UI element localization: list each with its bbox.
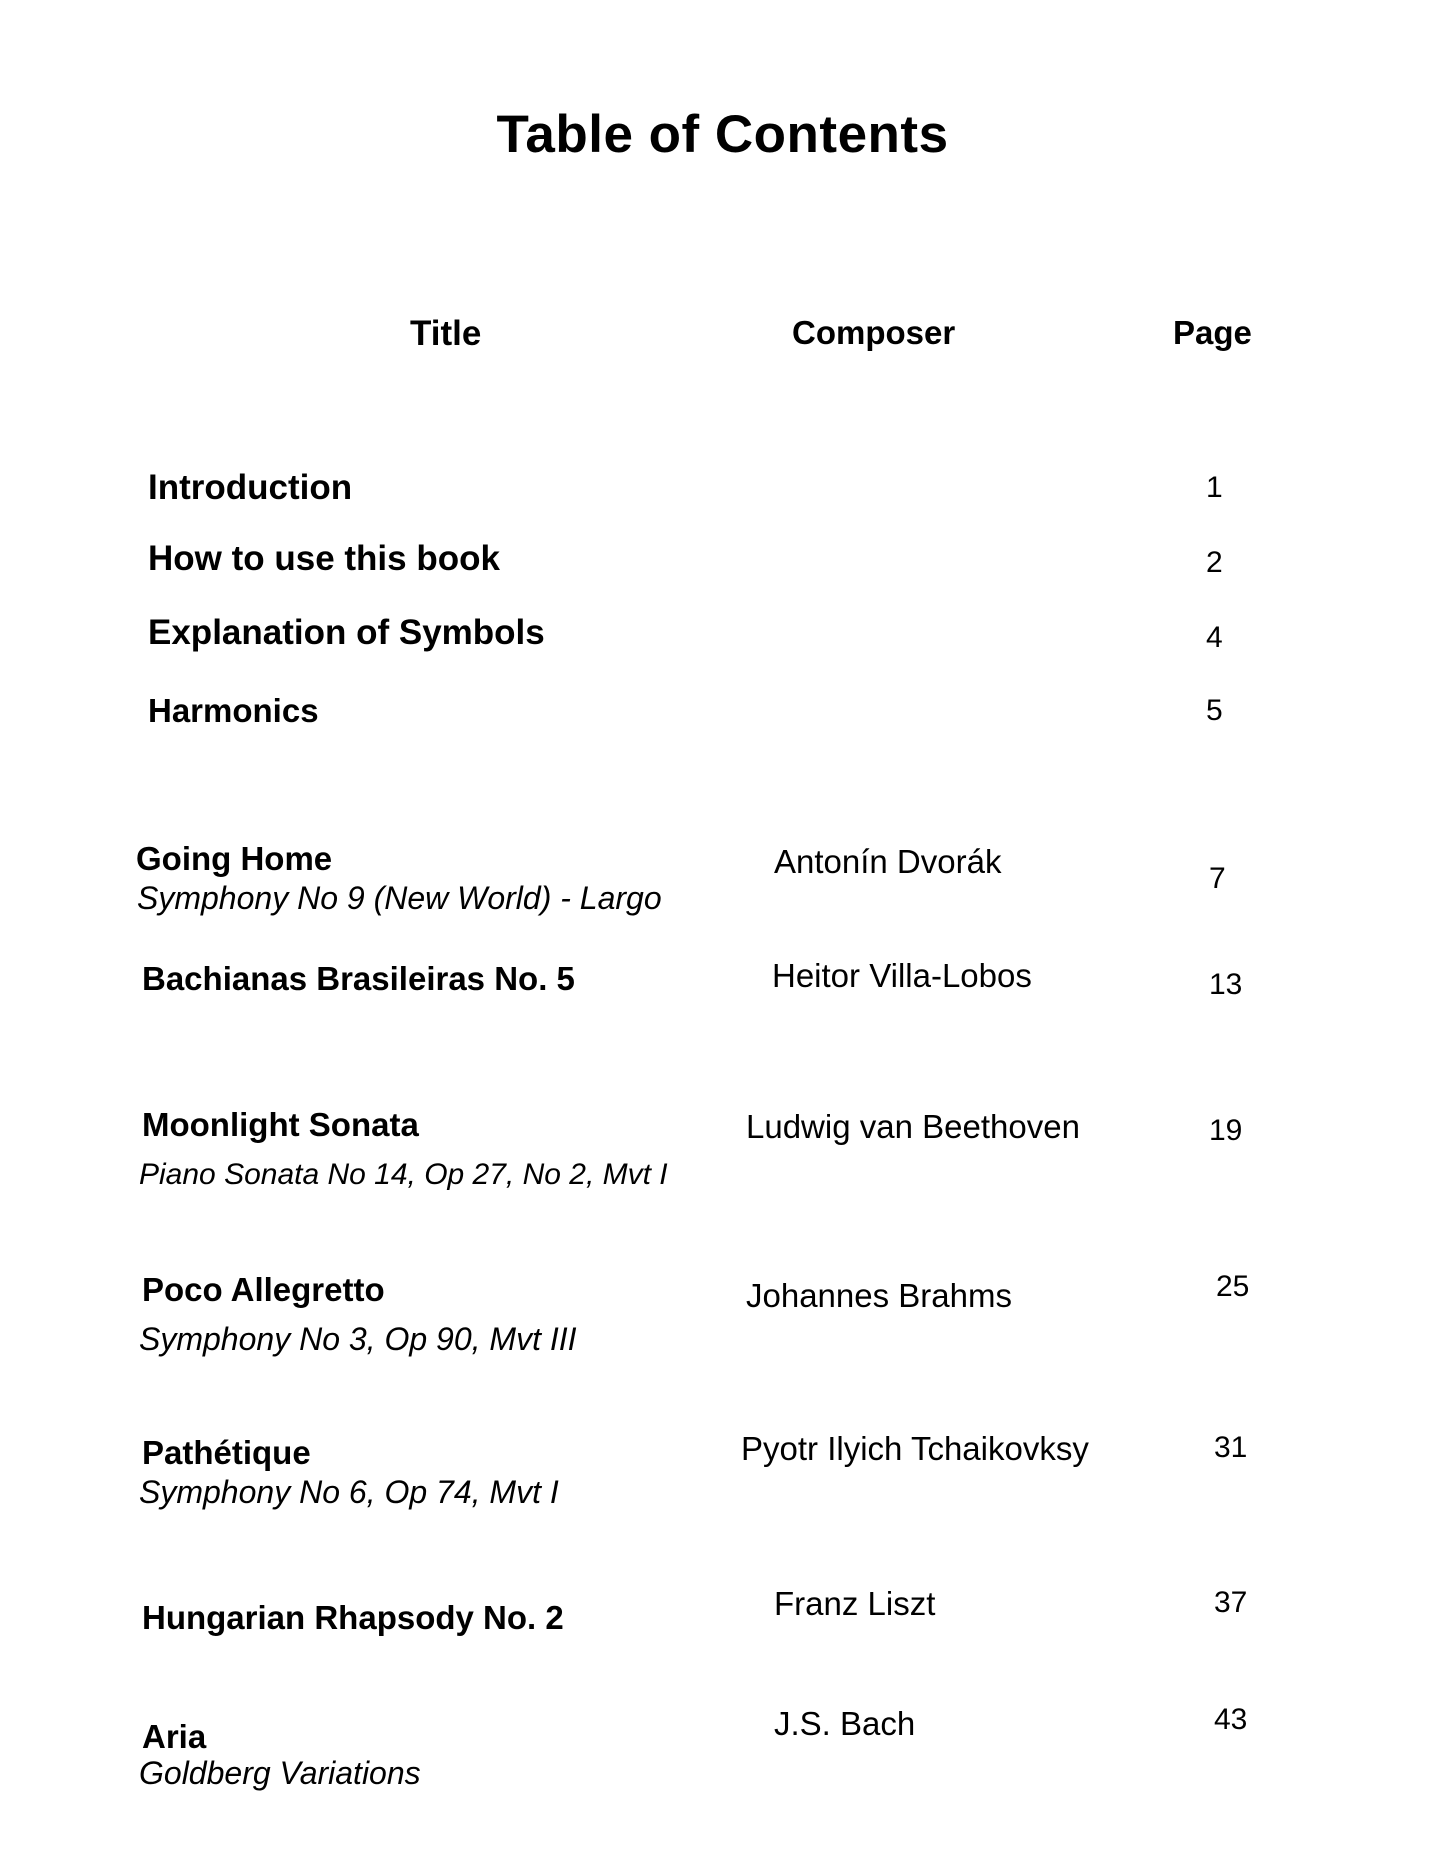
piece-title[interactable]: Hungarian Rhapsody No. 2 — [142, 1599, 564, 1636]
piece-composer: Johannes Brahms — [746, 1277, 1012, 1314]
piece-subtitle: Piano Sonata No 14, Op 27, No 2, Mvt I — [139, 1158, 668, 1191]
column-header-composer: Composer — [792, 314, 956, 351]
piece-composer: Pyotr Ilyich Tchaikovksy — [741, 1430, 1089, 1467]
piece-composer: Ludwig van Beethoven — [746, 1108, 1080, 1145]
toc-entry-page: 2 — [1206, 546, 1223, 579]
piece-page: 19 — [1209, 1114, 1243, 1147]
piece-subtitle: Symphony No 3, Op 90, Mvt III — [139, 1321, 577, 1357]
toc-entry-title[interactable]: Explanation of Symbols — [148, 613, 545, 652]
piece-composer: Heitor Villa-Lobos — [772, 957, 1032, 994]
piece-title[interactable]: Aria — [142, 1718, 207, 1755]
toc-entry-page: 4 — [1206, 621, 1223, 654]
piece-page: 13 — [1209, 968, 1243, 1001]
piece-subtitle: Goldberg Variations — [139, 1755, 421, 1791]
piece-page: 25 — [1216, 1270, 1250, 1303]
piece-page: 37 — [1214, 1586, 1248, 1619]
toc-entry-page: 5 — [1206, 694, 1223, 727]
piece-title[interactable]: Bachianas Brasileiras No. 5 — [142, 960, 575, 997]
piece-composer: J.S. Bach — [774, 1705, 916, 1742]
piece-composer: Antonín Dvorák — [774, 843, 1002, 880]
page-title: Table of Contents — [496, 105, 949, 164]
piece-page: 43 — [1214, 1703, 1248, 1736]
piece-subtitle: Symphony No 6, Op 74, Mvt I — [139, 1474, 559, 1510]
piece-title[interactable]: Going Home — [136, 840, 333, 877]
piece-title[interactable]: Pathétique — [142, 1434, 311, 1471]
toc-entry-title[interactable]: Harmonics — [148, 692, 319, 729]
toc-entry-page: 1 — [1206, 471, 1223, 504]
piece-page: 7 — [1209, 862, 1226, 895]
toc-entry-title[interactable]: Introduction — [148, 468, 353, 507]
piece-title[interactable]: Moonlight Sonata — [142, 1106, 419, 1143]
column-header-page: Page — [1173, 314, 1252, 351]
column-header-title: Title — [410, 314, 482, 353]
toc-entry-title[interactable]: How to use this book — [148, 539, 500, 578]
piece-composer: Franz Liszt — [774, 1585, 936, 1622]
piece-title[interactable]: Poco Allegretto — [142, 1271, 385, 1308]
piece-subtitle: Symphony No 9 (New World) - Largo — [137, 880, 662, 916]
piece-page: 31 — [1214, 1431, 1248, 1464]
